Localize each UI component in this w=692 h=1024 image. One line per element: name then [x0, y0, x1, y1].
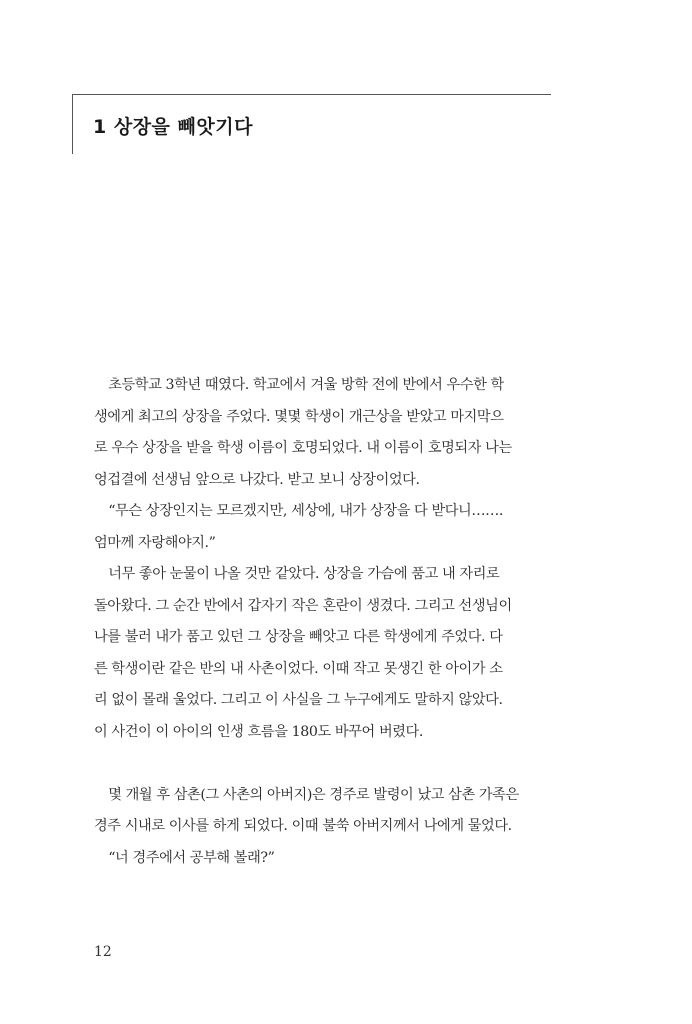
body-line: 른 학생이란 같은 반의 내 사촌이었다. 이때 작고 못생긴 한 아이가 소	[94, 660, 503, 677]
chapter-header-left-rule	[72, 94, 73, 154]
body-line: “무슨 상장인지는 모르겠지만, 세상에, 내가 상장을 다 받다니…….	[108, 503, 504, 519]
page-number: 12	[94, 944, 112, 960]
body-line: 로 우수 상장을 받을 학생 이름이 호명되었다. 내 이름이 호명되자 나는	[94, 440, 512, 456]
body-line: 너무 좋아 눈물이 나올 것만 같았다. 상장을 가슴에 품고 내 자리로	[108, 566, 500, 582]
body-line: 엄마께 자랑해야지.”	[94, 534, 216, 551]
paragraph-gap	[94, 748, 590, 780]
chapter-title: 1 상장을 빼앗기다	[93, 116, 253, 138]
body-line: 몇 개월 후 삼촌(그 사촌의 아버지)은 경주로 발령이 났고 삼촌 가족은	[108, 786, 519, 803]
body-line: 엉겁결에 선생님 앞으로 나갔다. 받고 보니 상장이었다.	[94, 471, 420, 488]
body-line: 초등학교 3학년 때였다. 학교에서 겨울 방학 전에 반에서 우수한 학	[108, 377, 504, 393]
body-text	[94, 370, 590, 874]
chapter-header-top-rule	[72, 94, 551, 95]
body-line: 리 없이 몰래 울었다. 그리고 이 사실을 그 누구에게도 말하지 않았다.	[94, 692, 503, 708]
body-line: 생에게 최고의 상장을 주었다. 몇몇 학생이 개근상을 받았고 마지막으	[94, 408, 504, 425]
body-line: “너 경주에서 공부해 볼래?”	[108, 849, 275, 866]
body-line: 돌아왔다. 그 순간 반에서 갑자기 작은 혼란이 생겼다. 그리고 선생님이	[94, 597, 512, 614]
body-line: 나를 불러 내가 품고 있던 그 상장을 빼앗고 다른 학생에게 주었다. 다	[94, 629, 503, 645]
body-line: 이 사건이 이 아이의 인생 흐름을 180도 바꾸어 버렸다.	[94, 723, 423, 740]
body-line: 경주 시내로 이사를 하게 되었다. 이때 불쑥 아버지께서 나에게 물었다.	[94, 818, 512, 834]
